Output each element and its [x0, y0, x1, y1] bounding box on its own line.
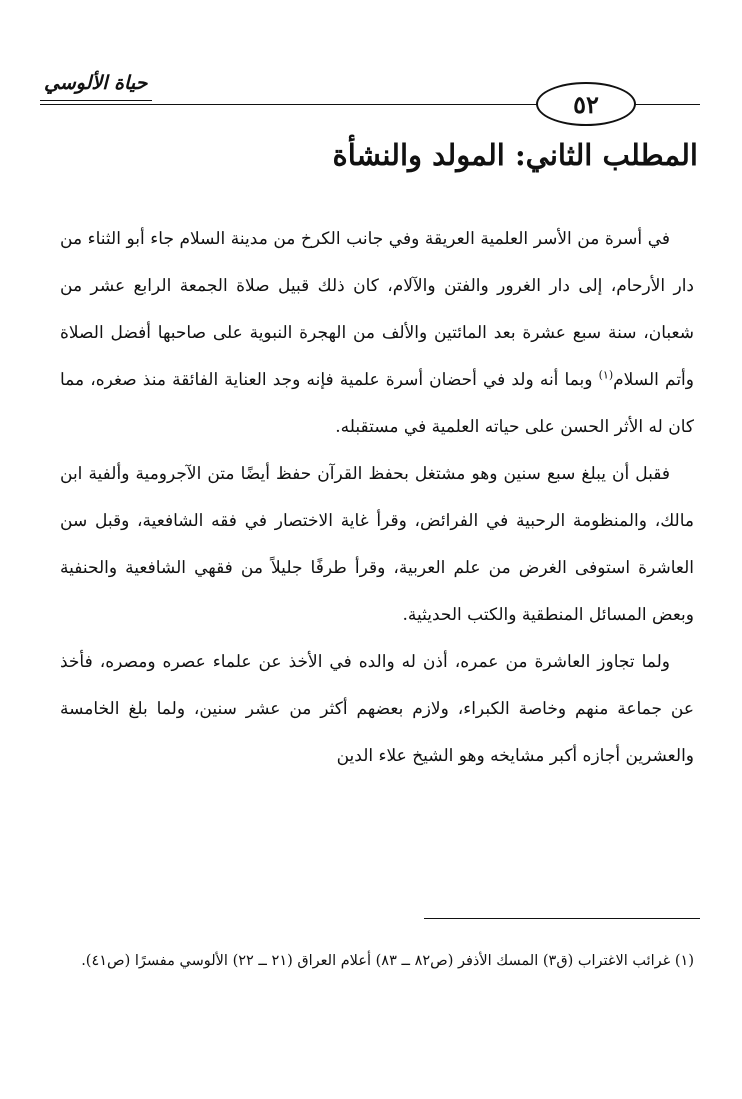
- footnote-marker: (١): [598, 368, 614, 382]
- running-title-underline: [40, 100, 152, 101]
- paragraph-2: فقبل أن يبلغ سبع سنين وهو مشتغل بحفظ القرآن حفظ أيضًا متن الآجرومية وألفية ابن مالك، والمنظومة الرحبية في الفرائض، وقرأ غاية الاختصار في فقه الشافعية، وقبل سن العاشرة استوفى الغرض من علم العربية، وقرأ طرفًا جليلاً من فقهي الشافعية والحنفية وبعض المسائل المنطقية والكتب الحديثية.: [60, 464, 694, 625]
- paragraph-3: ولما تجاوز العاشرة من عمره، أذن له والده في الأخذ عن علماء عصره ومصره، فأخذ عن جماعة منهم وخاصة الكبراء، ولازم بعضهم أكثر من عشر سنين، ولما بلغ الخامسة والعشرين أجازه أكبر مشايخه وهو الشيخ علاء الدين: [60, 652, 694, 766]
- footnote-divider: [424, 918, 700, 919]
- header-rule: [40, 104, 540, 105]
- section-heading: المطلب الثاني: المولد والنشأة: [332, 138, 698, 172]
- running-title: حياة الألوسي: [44, 72, 148, 94]
- page-number: ٥٢: [536, 82, 636, 126]
- footnote-line: (١) غرائب الاغتراب (ق٣) المسك الأذفر (ص٨٢ ــ ٨٣) أعلام العراق (٢١ ــ ٢٢) الألوسي مفسرًا (ص٤١).: [81, 953, 694, 969]
- footnote: [60, 944, 694, 978]
- paragraph-1-text: في أسرة من الأسر العلمية العريقة وفي جانب الكرخ من مدينة السلام جاء أبو الثناء من دار الأرحام، إلى دار الغرور والفتن والآلام، كان ذلك قبيل صلاة الجمعة الرابع عشر من شعبان، سنة سبع عشرة بعد المائتين والألف من الهجرة النبوية على صاحبها أفضل الصلاة وأتم السلام: [60, 229, 694, 390]
- header-rule-right: [632, 104, 700, 105]
- paragraph-1-tail: وبما أنه ولد في أحضان أسرة علمية فإنه وجد العناية الفائقة منذ صغره، مما كان له الأثر الحسن على حياته العلمية في مستقبله.: [60, 370, 694, 437]
- paragraph-1: [60, 216, 694, 451]
- body-text: [60, 216, 694, 780]
